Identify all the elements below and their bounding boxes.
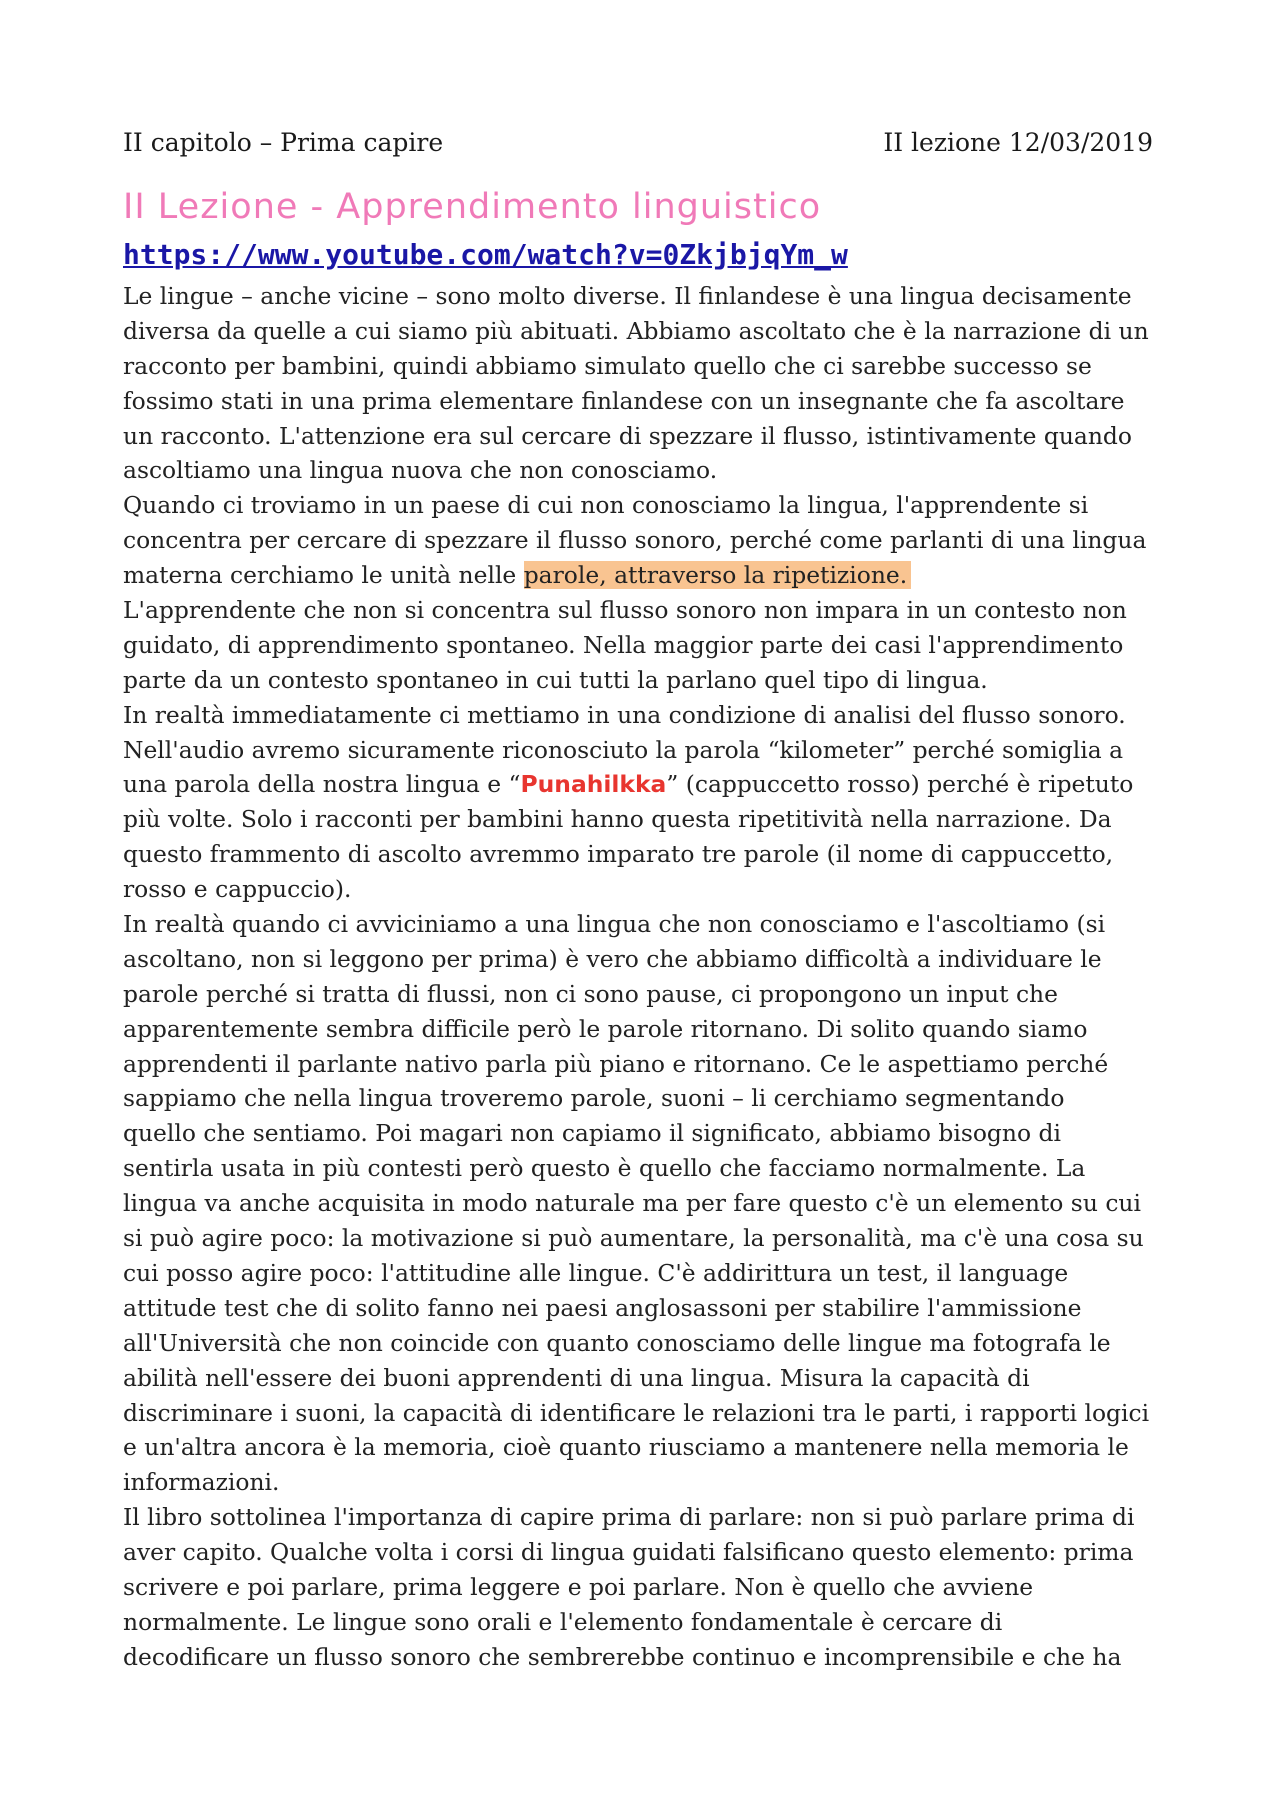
text-line: Il libro sottolinea l'importanza di capire prima di parlare: non si può parlare prima di xyxy=(123,1503,1135,1532)
text-line: ascoltano, non si leggono per prima) è vero che abbiamo difficoltà a individuare le xyxy=(123,944,1102,973)
text-line: decodificare un flusso sonoro che sembrerebbe continuo e incomprensibile e che ha xyxy=(123,1642,1122,1671)
text-line: diversa da quelle a cui siamo più abituati. Abbiamo ascoltato che è la narrazione di un xyxy=(123,316,1149,345)
text-line: parole perché si tratta di flussi, non ci sono pause, ci propongono un input che xyxy=(123,979,1058,1008)
text-line: quello che sentiamo. Poi magari non capiamo il significato, abbiamo bisogno di xyxy=(123,1119,1061,1148)
body-text xyxy=(123,279,1163,1675)
text-line: guidato, di apprendimento spontaneo. Nella maggior parte dei casi l'apprendimento xyxy=(123,630,1124,659)
text-line: fossimo stati in una prima elementare finlandese con un insegnante che fa ascoltare xyxy=(123,386,1125,415)
text-line: questo frammento di ascolto avremmo imparato tre parole (il nome di cappuccetto, xyxy=(123,840,1114,869)
text-line: Quando ci troviamo in un paese di cui non conosciamo la lingua, l'apprendente si xyxy=(123,491,1089,520)
chapter-label: II capitolo – Prima capire xyxy=(123,128,444,157)
youtube-link[interactable]: https://www.youtube.com/watch?v=0ZkjbjqYm_w xyxy=(123,238,848,271)
text-line: racconto per bambini, quindi abbiamo simulato quello che ci sarebbe successo se xyxy=(123,351,1092,380)
text-line: attitude test che di solito fanno nei paesi anglosassoni per stabilire l'ammissione xyxy=(123,1293,1082,1322)
text-line-highlighted xyxy=(123,558,1163,593)
lesson-title: II Lezione - Apprendimento linguistico xyxy=(123,187,822,227)
text-line: informazioni. xyxy=(123,1468,280,1497)
text-line: e un'altra ancora è la memoria, cioè quanto riusciamo a mantenere nella memoria le xyxy=(123,1433,1129,1462)
text-line: scrivere e poi parlare, prima leggere e poi parlare. Non è quello che avviene xyxy=(123,1572,1034,1601)
lesson-date-label: II lezione 12/03/2019 xyxy=(883,128,1153,157)
text-line: si può agire poco: la motivazione si può aumentare, la personalità, ma c'è una cosa su xyxy=(123,1224,1144,1253)
text-line: cui posso agire poco: l'attitudine alle lingue. C'è addirittura un test, il language xyxy=(123,1258,1069,1287)
text-line: apprendenti il parlante nativo parla più piano e ritornano. Ce le aspettiamo perché xyxy=(123,1049,1109,1078)
text-line: normalmente. Le lingue sono orali e l'elemento fondamentale è cercare di xyxy=(123,1607,1003,1636)
text-line: In realtà quando ci avviciniamo a una lingua che non conosciamo e l'ascoltiamo (si xyxy=(123,910,1106,939)
text-line: discriminare i suoni, la capacità di identificare le relazioni tra le parti, i rapporti logici xyxy=(123,1398,1150,1427)
page-header xyxy=(123,128,1153,162)
red-keyword: Punahilkka xyxy=(520,770,667,799)
text-segment: ” (cappuccetto rosso) perché è ripetuto xyxy=(666,770,1134,799)
text-line: apparentemente sembra difficile però le parole ritornano. Di solito quando siamo xyxy=(123,1014,1088,1043)
highlighted-text: parole, attraverso la ripetizione. xyxy=(524,561,911,589)
text-line: aver capito. Qualche volta i corsi di lingua guidati falsificano questo elemento: prima xyxy=(123,1538,1134,1567)
text-line: un racconto. L'attenzione era sul cercare di spezzare il flusso, istintivamente quando xyxy=(123,421,1132,450)
text-segment: materna cerchiamo le unità nelle xyxy=(123,561,524,590)
text-line: In realtà immediatamente ci mettiamo in una condizione di analisi del flusso sonoro. xyxy=(123,700,1126,729)
text-line: concentra per cercare di spezzare il flusso sonoro, perché come parlanti di una lingua xyxy=(123,526,1147,555)
text-line-red-word xyxy=(123,767,1163,802)
text-line: L'apprendente che non si concentra sul flusso sonoro non impara in un contesto non xyxy=(123,596,1127,625)
text-line: sentirla usata in più contesti però questo è quello che facciamo normalmente. La xyxy=(123,1154,1086,1183)
text-segment: una parola della nostra lingua e “ xyxy=(123,770,521,799)
text-line: ascoltiamo una lingua nuova che non conosciamo. xyxy=(123,456,718,485)
text-line: abilità nell'essere dei buoni apprendenti di una lingua. Misura la capacità di xyxy=(123,1363,1030,1392)
text-line: lingua va anche acquisita in modo naturale ma per fare questo c'è un elemento su cui xyxy=(123,1189,1141,1218)
text-line: Le lingue – anche vicine – sono molto diverse. Il finlandese è una lingua decisamente xyxy=(123,282,1132,310)
text-line: sappiamo che nella lingua troveremo parole, suoni – li cerchiamo segmentando xyxy=(123,1084,1065,1113)
text-line: all'Università che non coincide con quanto conosciamo delle lingue ma fotografa le xyxy=(123,1328,1111,1357)
text-line: parte da un contesto spontaneo in cui tutti la parlano quel tipo di lingua. xyxy=(123,665,988,694)
text-line: Nell'audio avremo sicuramente riconosciuto la parola “kilometer” perché somiglia a xyxy=(123,735,1124,764)
text-line: rosso e cappuccio). xyxy=(123,875,352,904)
text-line: più volte. Solo i racconti per bambini hanno questa ripetitività nella narrazione. Da xyxy=(123,805,1112,834)
